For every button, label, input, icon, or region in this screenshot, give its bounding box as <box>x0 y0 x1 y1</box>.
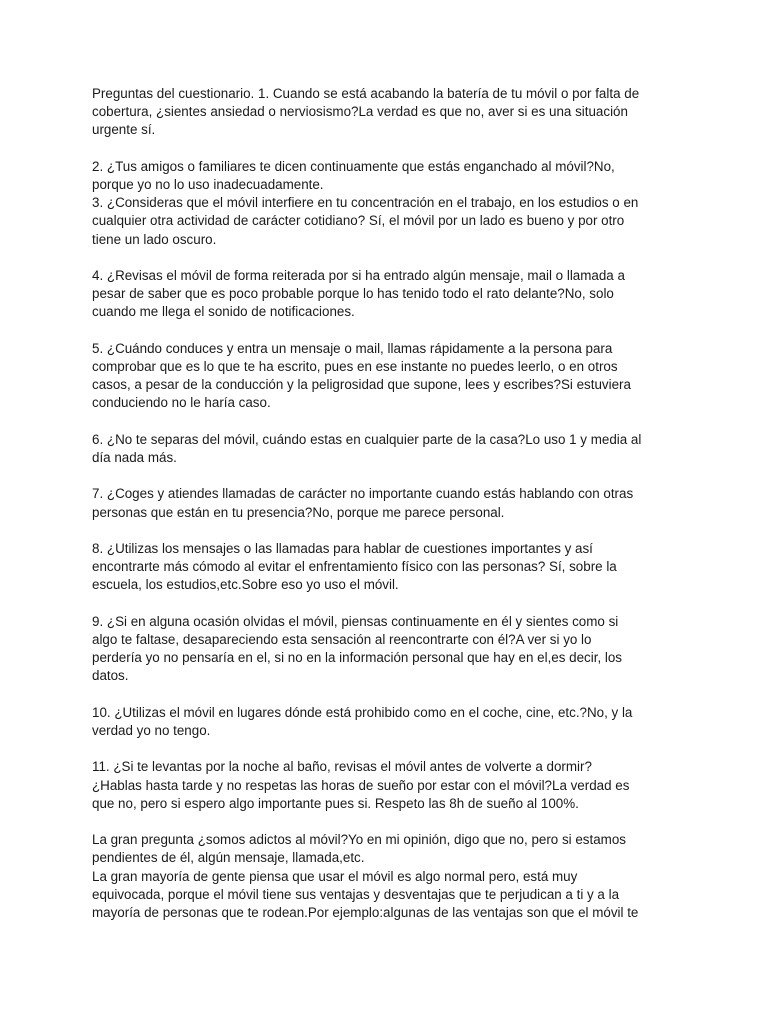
conclusion-opinion-paragraph: La gran mayoría de gente piensa que usar el móvil es algo normal pero, está muy equivocada, porque el móvil tiene sus ventajas y desventajas que te perjudican a ti y a la mayoría de personas que te rodean.Por ejemplo:algunas de las ventajas son que el móvil te <box>92 868 639 920</box>
question-4-paragraph: 4. ¿Revisas el móvil de forma reiterada por si ha entrado algún mensaje, mail o llamada a pesar de saber que es poco probable porque lo has tenido todo el rato delante?No, solo cuando me llega el sonido de notificaciones. <box>92 268 625 320</box>
question-2-paragraph: 2. ¿Tus amigos o familiares te dicen continuamente que estás enganchado al móvil?No, porque yo no lo uso inadecuadamente. <box>92 158 615 192</box>
question-8-paragraph: 8. ¿Utilizas los mensajes o las llamadas para hablar de cuestiones importantes y así encontrarte más cómodo al evitar el enfrentamiento físico con las personas? Sí, sobre la escuela, los estudios,etc.Sobre eso yo uso el móvil. <box>92 540 617 593</box>
question-9-paragraph: 9. ¿Si en alguna ocasión olvidas el móvil, piensas continuamente en él y sientes como si algo te faltase, desapareciendo esta sensación al reencontrarte con él?A ver si yo lo perdería yo no pensaría en el, si no en la información personal que hay en el,es decir, los datos. <box>92 613 623 684</box>
question-3-paragraph: 3. ¿Consideras que el móvil interfiere en tu concentración en el trabajo, en los estudios o en cualquier otra actividad de carácter cotidiano? Sí, el móvil por un lado es bueno y por otro tiene un lado oscuro. <box>92 195 639 247</box>
document-page <box>92 85 682 922</box>
question-1-paragraph: Preguntas del cuestionario. 1. Cuando se está acabando la batería de tu móvil o por falta de cobertura, ¿sientes ansiedad o nerviosismo?La verdad es que no, aver si es una situación urgente sí. <box>92 86 640 138</box>
question-10-paragraph: 10. ¿Utilizas el móvil en lugares dónde está prohibido como en el coche, cine, etc.?No, y la verdad yo no tengo. <box>92 704 633 738</box>
conclusion-question-paragraph: La gran pregunta ¿somos adictos al móvil?Yo en mi opinión, digo que no, pero si estamos pendientes de él, algún mensaje, llamada,etc. <box>92 832 626 866</box>
question-6-paragraph: 6. ¿No te separas del móvil, cuándo estas en cualquier parte de la casa?Lo uso 1 y media al día nada más. <box>92 431 642 465</box>
question-7-paragraph: 7. ¿Coges y atiendes llamadas de carácter no importante cuando estás hablando con otras personas que están en tu presencia?No, porque me parece personal. <box>92 486 634 520</box>
question-5-paragraph: 5. ¿Cuándo conduces y entra un mensaje o mail, llamas rápidamente a la persona para comprobar que es lo que te ha escrito, pues en ese instante no puedes leerlo, o en otros casos, a pesar de la conducción y la peligrosidad que supone, lees y escribes?Si estuviera conduciendo no le haría caso. <box>92 340 631 411</box>
question-11-paragraph: 11. ¿Si te levantas por la noche al baño, revisas el móvil antes de volverte a dormir? ¿Hablas hasta tarde y no respetas las horas de sueño por estar con el móvil?La verdad es que no, pero si espero algo importante pues si. Respeto las 8h de sueño al 100%. <box>92 759 630 811</box>
